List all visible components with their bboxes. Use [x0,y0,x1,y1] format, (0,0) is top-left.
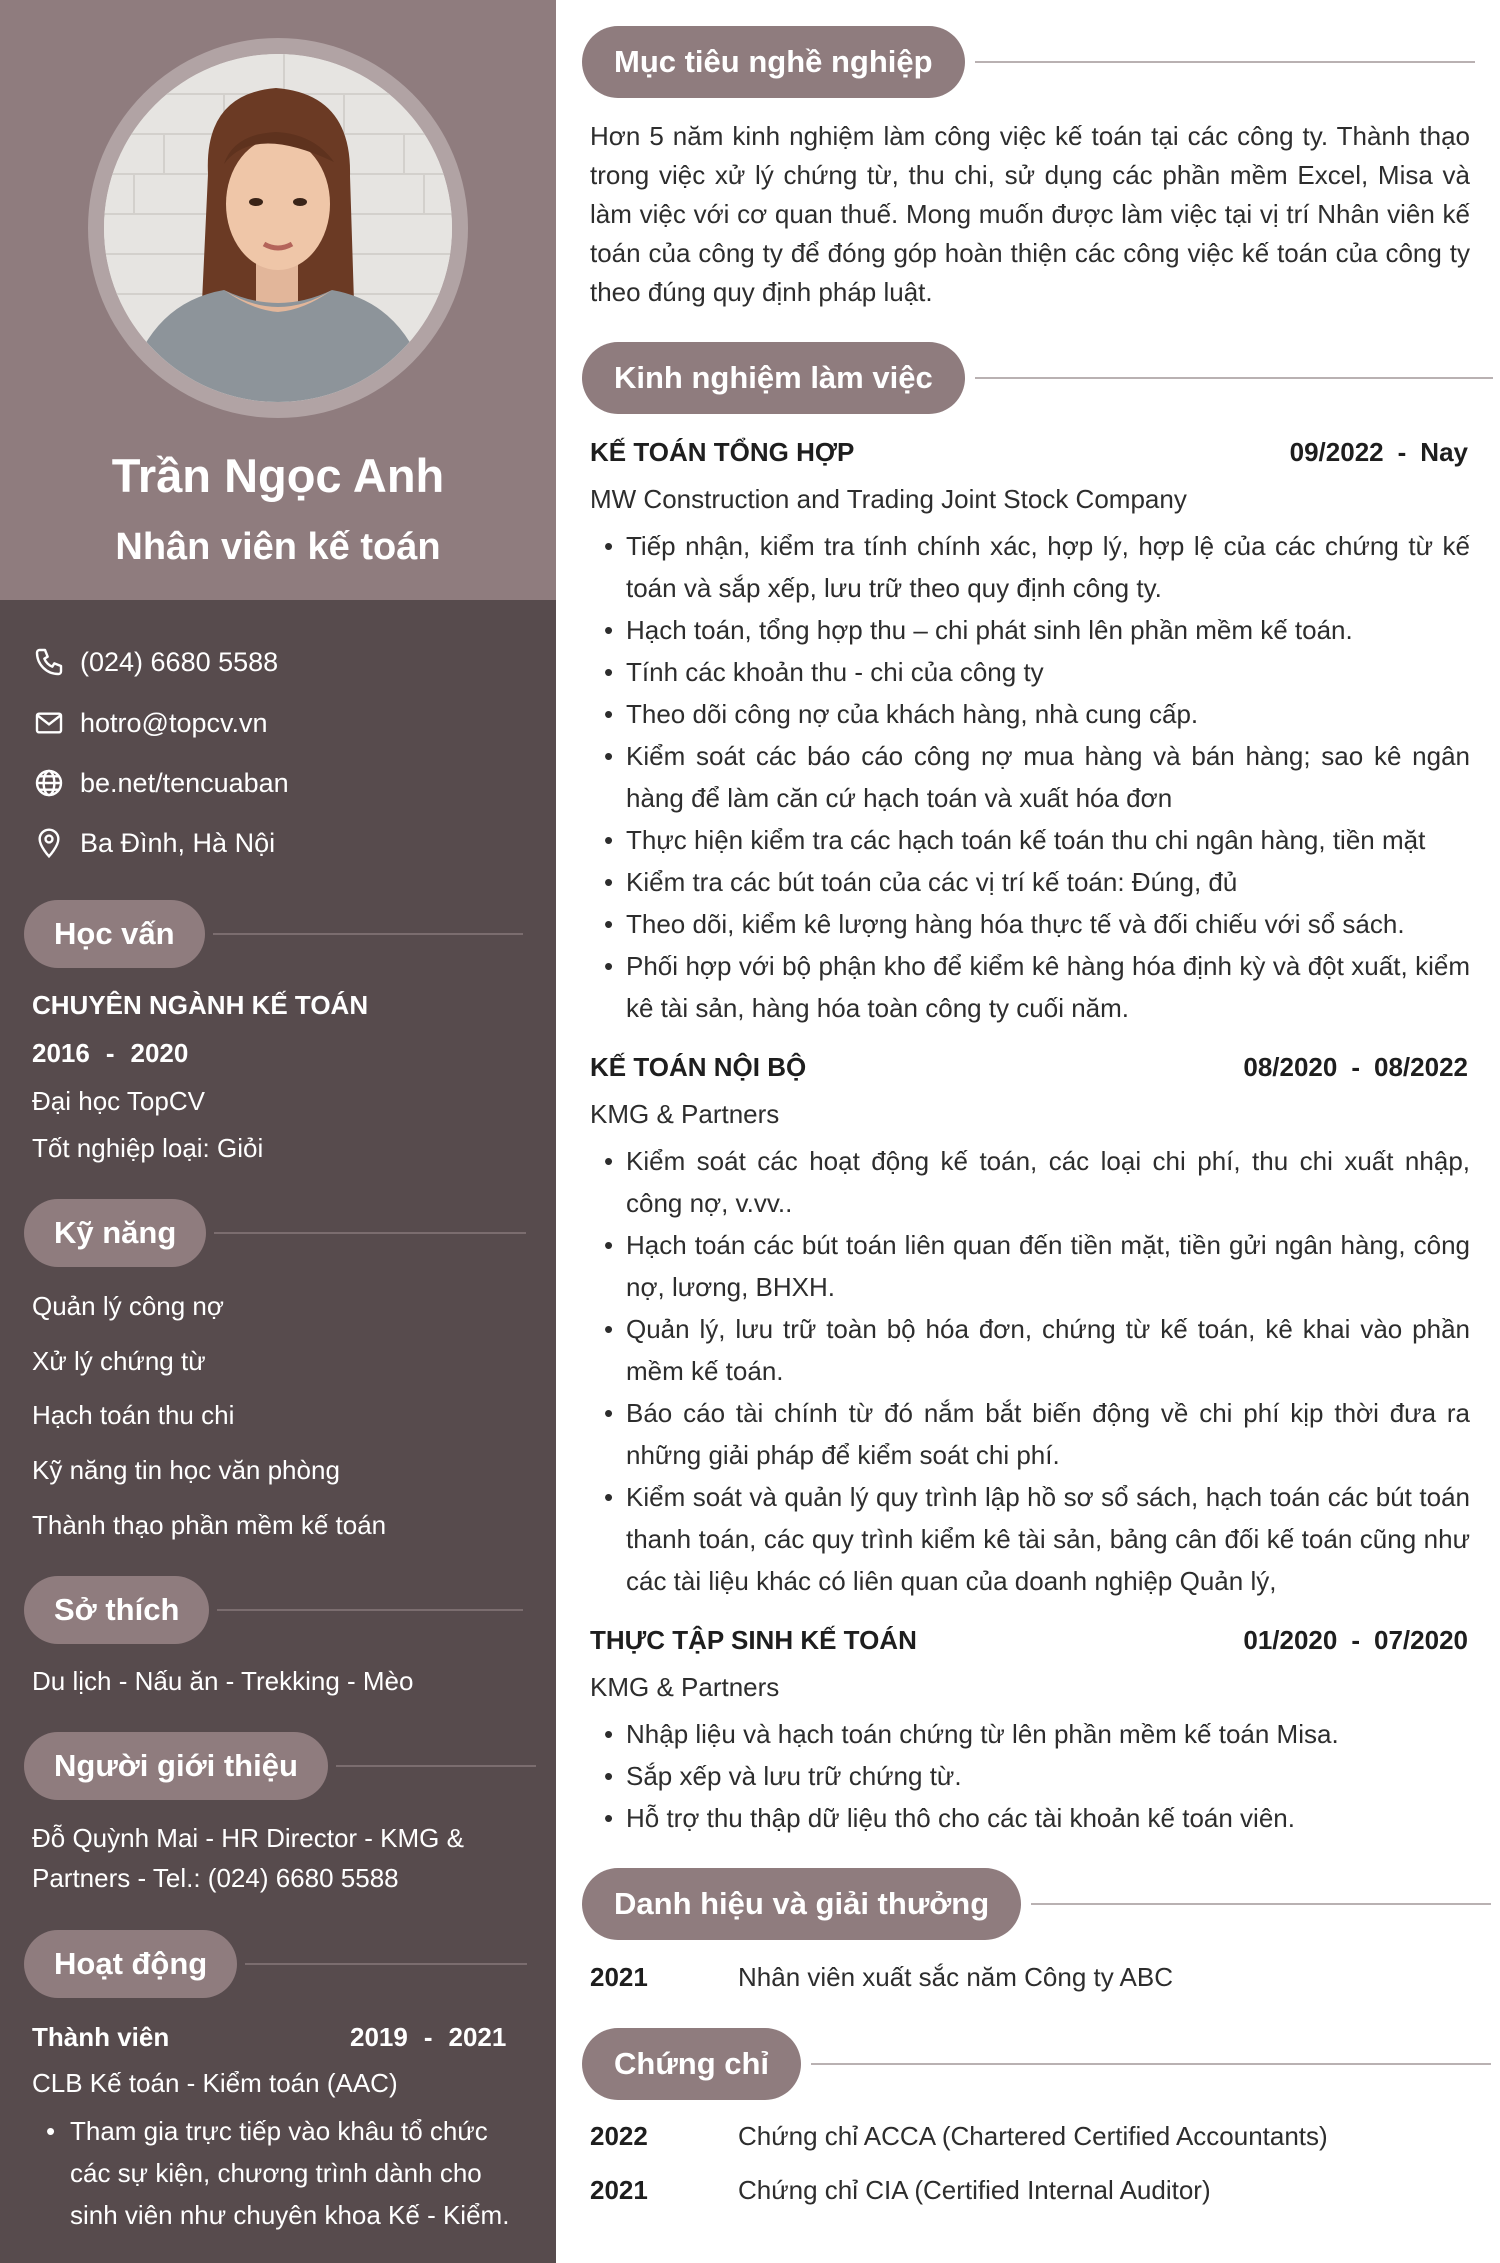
divider [213,933,523,935]
skill-item: Thành thạo phần mềm kế toán [32,1510,387,1540]
education-heading-label: Học vấn [24,900,205,968]
duty-item: • Hạch toán, tổng hợp thu – chi phát sinh lên phần mềm kế toán. [598,609,1470,651]
activities-heading [24,1930,527,1998]
job-company: KMG & Partners [590,1099,780,1129]
experience-heading-label: Kinh nghiệm làm việc [582,342,965,414]
job-title: KẾ TOÁN TỔNG HỢP [590,437,855,467]
award-row [590,1962,1173,1993]
job-duties [598,1713,1470,1839]
divider [975,377,1493,379]
job-start: 08/2020 [1243,1052,1338,1082]
activity-org: CLB Kế toán - Kiểm toán (AAC) [32,2068,398,2098]
phone-text: (024) 6680 5588 [80,646,279,677]
activity-end: 2021 [448,2022,507,2052]
education-start: 2016 [32,1038,90,1068]
sidebar [0,0,556,2263]
certificates-heading [582,2028,1491,2100]
duty-item: • Thực hiện kiểm tra các hạch toán kế toán thu chi ngân hàng, tiền mặt [598,819,1470,861]
hobbies-text: Du lịch - Nấu ăn - Trekking - Mèo [32,1666,414,1696]
duty-item: • Kiểm tra các bút toán của các vị trí kế toán: Đúng, đủ [598,861,1470,903]
avatar [104,54,452,402]
candidate-name: Trần Ngọc Anh [111,449,445,502]
award-text: Nhân viên xuất sắc năm Công ty ABC [738,1962,1174,1992]
hobbies-heading [24,1576,523,1644]
experience-heading [582,342,1493,414]
job-title: KẾ TOÁN NỘI BỘ [590,1052,807,1082]
skills-heading-label: Kỹ năng [24,1199,206,1267]
objective-heading [582,26,1475,98]
skill-item: Xử lý chứng từ [32,1346,206,1376]
divider [975,61,1475,63]
duty-item: • Sắp xếp và lưu trữ chứng từ. [598,1755,1470,1797]
duty-item: • Theo dõi, kiểm kê lượng hàng hóa thực tế và đối chiếu với sổ sách. [598,903,1470,945]
candidate-position: Nhân viên kế toán [115,526,441,568]
duty-item: • Kiểm soát các báo cáo công nợ mua hàng và bán hàng; sao kê ngân hàng để làm căn cứ hạch toán và xuất hóa đơn [598,735,1470,819]
activity-line: sinh viên như chuyên khoa Kế - Kiểm. [70,2200,510,2230]
duty-item: • Nhập liệu và hạch toán chứng từ lên phần mềm kế toán Misa. [598,1713,1470,1755]
reference-heading-label: Người giới thiệu [24,1732,328,1800]
globe-icon [32,766,66,800]
contact-email[interactable] [32,703,268,743]
objective-text: Hơn 5 năm kinh nghiệm làm công việc kế toán tại các công ty. Thành thạo trong việc xử lý chứng từ, thu chi, sử dụng các phần mềm Excel, Misa và làm việc với cơ quan thuế. Mong muốn được làm việc tại vị trí Nhân viên kế toán của công ty để đóng góp hoàn thiện các công việc kế toán của công ty theo đúng quy định pháp luật. [590,121,1470,307]
duty-item: • Phối hợp với bộ phận kho để kiểm kê hàng hóa định kỳ và đột xuất, kiểm kê tài sản, hàng hóa toàn công ty cuối năm. [598,945,1470,1029]
skills-heading [24,1199,526,1267]
award-year: 2021 [590,1962,648,1992]
contact-website[interactable] [32,763,289,803]
duty-item: • Báo cáo tài chính từ đó nắm bắt biến động về chi phí kịp thời đưa ra những giải pháp để kiểm soát chi phí. [598,1392,1470,1476]
activity-role: Thành viên [32,2022,170,2052]
contact-phone[interactable] [32,642,278,682]
address-text: Ba Đình, Hà Nội [80,827,276,858]
profile-photo [104,54,452,402]
job-start: 01/2020 [1243,1625,1338,1655]
job-dates: 09/2022 - Nay [1289,437,1468,467]
job-company: MW Construction and Trading Joint Stock Company [590,484,1187,514]
activity-line: các sự kiện, chương trình dành cho [70,2158,482,2188]
certificate-year: 2021 [590,2175,648,2205]
skill-item: Kỹ năng tin học văn phòng [32,1455,340,1485]
skill-item: Quản lý công nợ [32,1291,224,1321]
duty-item: • Theo dõi công nợ của khách hàng, nhà cung cấp. [598,693,1470,735]
duty-item: • Kiểm soát các hoạt động kế toán, các loại chi phí, thu chi xuất nhập, công nợ, v.vv.. [598,1140,1470,1224]
certificates-heading-label: Chứng chỉ [582,2028,801,2100]
job-dates: 08/2020 - 08/2022 [1243,1052,1468,1082]
avatar-frame [88,38,468,418]
education-major: CHUYÊN NGÀNH KẾ TOÁN [32,990,369,1020]
objective-heading-label: Mục tiêu nghề nghiệp [582,26,965,98]
duty-item: • Tiếp nhận, kiểm tra tính chính xác, hợp lý, hợp lệ của các chứng từ kế toán và sắp xếp, lưu trữ theo quy định công ty. [598,525,1470,609]
divider [245,1963,527,1965]
divider [214,1232,526,1234]
reference-heading [24,1732,536,1800]
divider [217,1609,523,1611]
location-pin-icon [32,826,66,860]
duty-item: • Tính các khoản thu - chi của công ty [598,651,1470,693]
certificate-text: Chứng chỉ CIA (Certified Internal Auditor) [738,2175,1211,2205]
activity-line: • Tham gia trực tiếp vào khâu tổ chức [70,2116,488,2146]
duty-item: • Quản lý, lưu trữ toàn bộ hóa đơn, chứng từ kế toán, kê khai vào phần mềm kế toán. [598,1308,1470,1392]
job-title: THỰC TẬP SINH KẾ TOÁN [590,1625,917,1655]
activity-years: 2019 - 2021 [350,2022,507,2052]
hobbies-heading-label: Sở thích [24,1576,209,1644]
job-duties [598,1140,1470,1602]
awards-heading [582,1868,1491,1940]
education-school: Đại học TopCV [32,1086,205,1116]
divider [811,2063,1491,2065]
duty-item: • Kiểm soát và quản lý quy trình lập hồ sơ sổ sách, hạch toán các bút toán thanh toán, các quy trình kiểm kê tài sản, bảng cân đối kế toán cũng như các tài liệu khác có liên quan của doanh nghiệp Quản lý, [598,1476,1470,1602]
certificate-row [590,2121,1328,2152]
certificate-row [590,2175,1211,2206]
duty-item: • Hỗ trợ thu thập dữ liệu thô cho các tài khoản kế toán viên. [598,1797,1470,1839]
contact-address [32,823,275,863]
reference-line: Đỗ Quỳnh Mai - HR Director - KMG & [32,1823,464,1853]
phone-icon [32,645,66,679]
activity-description [48,2110,528,2236]
job-duties [598,525,1470,1029]
website-text: be.net/tencuaban [80,767,289,798]
divider [336,1765,536,1767]
job-end: Nay [1420,437,1468,467]
email-text: hotro@topcv.vn [80,707,268,738]
awards-heading-label: Danh hiệu và giải thưởng [582,1868,1021,1940]
job-end: 08/2022 [1374,1052,1468,1082]
certificate-text: Chứng chỉ ACCA (Chartered Certified Accountants) [738,2121,1328,2151]
job-end: 07/2020 [1374,1625,1468,1655]
activity-start: 2019 [350,2022,408,2052]
divider [1031,1903,1491,1905]
profile-header [0,0,556,600]
education-grade: Tốt nghiệp loại: Giỏi [32,1133,264,1163]
job-company: KMG & Partners [590,1672,780,1702]
job-dates: 01/2020 - 07/2020 [1243,1625,1468,1655]
job-start: 09/2022 [1289,437,1384,467]
duty-item: • Hạch toán các bút toán liên quan đến tiền mặt, tiền gửi ngân hàng, công nợ, lương, BHXH. [598,1224,1470,1308]
certificate-year: 2022 [590,2121,648,2151]
activities-heading-label: Hoạt động [24,1930,237,1998]
education-heading [24,900,523,968]
skill-item: Hạch toán thu chi [32,1400,235,1430]
education-end: 2020 [130,1038,189,1068]
education-years: 2016 - 2020 [32,1038,189,1068]
mail-icon [32,706,66,740]
reference-line: Partners - Tel.: (024) 6680 5588 [32,1863,399,1893]
